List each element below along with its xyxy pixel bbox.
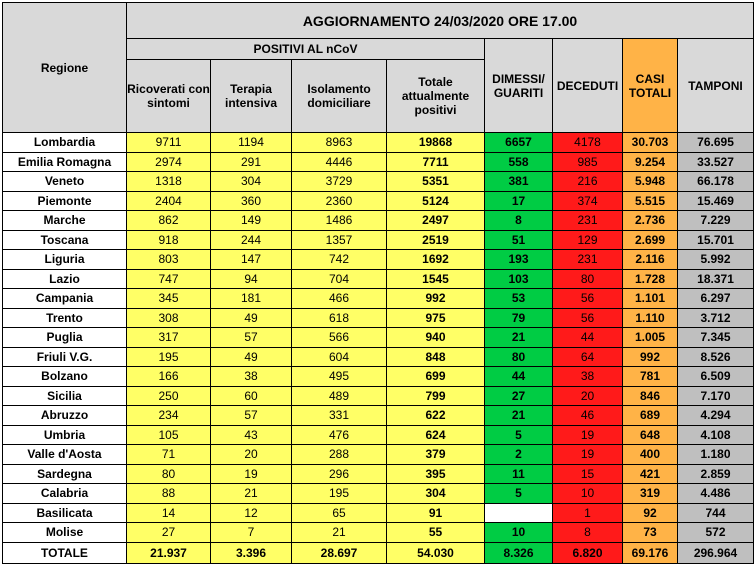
totale-positivi-cell: 992 bbox=[387, 289, 485, 309]
dimessi-cell: 21 bbox=[485, 406, 553, 426]
terapia-cell: 149 bbox=[211, 211, 292, 231]
table-row bbox=[3, 503, 754, 523]
isolamento-cell: 466 bbox=[292, 289, 387, 309]
totale-positivi-cell: 622 bbox=[387, 406, 485, 426]
tamponi-cell: 7.345 bbox=[678, 328, 754, 348]
tamponi-cell: 7.170 bbox=[678, 386, 754, 406]
header-tamponi: TAMPONI bbox=[678, 39, 754, 133]
terapia-cell: 19 bbox=[211, 464, 292, 484]
ricoverati-cell: 71 bbox=[127, 445, 211, 465]
dimessi-cell: 53 bbox=[485, 289, 553, 309]
totale-positivi-cell: 799 bbox=[387, 386, 485, 406]
isolamento-cell: 195 bbox=[292, 484, 387, 504]
deceduti-cell: 19 bbox=[553, 425, 623, 445]
tamponi-cell: 66.178 bbox=[678, 172, 754, 192]
header-ricoverati: Ricoverati con sintomi bbox=[127, 60, 211, 133]
total-terapia-cell: 3.396 bbox=[211, 542, 292, 563]
ricoverati-cell: 1318 bbox=[127, 172, 211, 192]
table-row bbox=[3, 172, 754, 192]
deceduti-cell: 20 bbox=[553, 386, 623, 406]
terapia-cell: 94 bbox=[211, 269, 292, 289]
header-totale-positivi: Totale attualmente positivi bbox=[387, 60, 485, 133]
terapia-cell: 147 bbox=[211, 250, 292, 270]
region-name: Lombardia bbox=[3, 133, 127, 153]
total-isolamento-cell: 28.697 bbox=[292, 542, 387, 563]
dimessi-cell: 79 bbox=[485, 308, 553, 328]
tamponi-cell: 4.486 bbox=[678, 484, 754, 504]
table-row bbox=[3, 230, 754, 250]
terapia-cell: 57 bbox=[211, 406, 292, 426]
region-name: Sardegna bbox=[3, 464, 127, 484]
totale-positivi-cell: 395 bbox=[387, 464, 485, 484]
table-row bbox=[3, 269, 754, 289]
isolamento-cell: 742 bbox=[292, 250, 387, 270]
header-regione: Regione bbox=[3, 3, 127, 133]
region-name: Friuli V.G. bbox=[3, 347, 127, 367]
table-row bbox=[3, 152, 754, 172]
ricoverati-cell: 88 bbox=[127, 484, 211, 504]
deceduti-cell: 231 bbox=[553, 250, 623, 270]
tamponi-cell: 3.712 bbox=[678, 308, 754, 328]
deceduti-cell: 8 bbox=[553, 523, 623, 543]
tamponi-cell: 6.509 bbox=[678, 367, 754, 387]
terapia-cell: 49 bbox=[211, 308, 292, 328]
casi-totali-cell: 781 bbox=[623, 367, 678, 387]
total-row bbox=[3, 542, 754, 563]
dimessi-cell: 21 bbox=[485, 328, 553, 348]
total-dimessi-cell: 8.326 bbox=[485, 542, 553, 563]
isolamento-cell: 566 bbox=[292, 328, 387, 348]
isolamento-cell: 21 bbox=[292, 523, 387, 543]
tamponi-cell: 8.526 bbox=[678, 347, 754, 367]
table-row bbox=[3, 250, 754, 270]
isolamento-cell: 476 bbox=[292, 425, 387, 445]
casi-totali-cell: 2.699 bbox=[623, 230, 678, 250]
region-name: Marche bbox=[3, 211, 127, 231]
deceduti-cell: 15 bbox=[553, 464, 623, 484]
table-row bbox=[3, 328, 754, 348]
ricoverati-cell: 250 bbox=[127, 386, 211, 406]
deceduti-cell: 80 bbox=[553, 269, 623, 289]
table-row bbox=[3, 133, 754, 153]
totale-positivi-cell: 1692 bbox=[387, 250, 485, 270]
totale-positivi-cell: 304 bbox=[387, 484, 485, 504]
terapia-cell: 291 bbox=[211, 152, 292, 172]
totale-positivi-cell: 940 bbox=[387, 328, 485, 348]
casi-totali-cell: 5.948 bbox=[623, 172, 678, 192]
isolamento-cell: 704 bbox=[292, 269, 387, 289]
dimessi-cell: 80 bbox=[485, 347, 553, 367]
region-name: Emilia Romagna bbox=[3, 152, 127, 172]
isolamento-cell: 331 bbox=[292, 406, 387, 426]
casi-totali-cell: 2.116 bbox=[623, 250, 678, 270]
ricoverati-cell: 2974 bbox=[127, 152, 211, 172]
region-name: Lazio bbox=[3, 269, 127, 289]
deceduti-cell: 19 bbox=[553, 445, 623, 465]
total-label: TOTALE bbox=[3, 542, 127, 563]
total-tamponi-cell: 296.964 bbox=[678, 542, 754, 563]
tamponi-cell: 4.108 bbox=[678, 425, 754, 445]
casi-totali-cell: 992 bbox=[623, 347, 678, 367]
table-row bbox=[3, 464, 754, 484]
table-row bbox=[3, 425, 754, 445]
totale-positivi-cell: 379 bbox=[387, 445, 485, 465]
table-row bbox=[3, 445, 754, 465]
totale-positivi-cell: 699 bbox=[387, 367, 485, 387]
terapia-cell: 38 bbox=[211, 367, 292, 387]
casi-totali-cell: 92 bbox=[623, 503, 678, 523]
region-name: Puglia bbox=[3, 328, 127, 348]
table-row bbox=[3, 191, 754, 211]
ricoverati-cell: 2404 bbox=[127, 191, 211, 211]
terapia-cell: 1194 bbox=[211, 133, 292, 153]
table-row bbox=[3, 367, 754, 387]
deceduti-cell: 56 bbox=[553, 308, 623, 328]
isolamento-cell: 2360 bbox=[292, 191, 387, 211]
totale-positivi-cell: 91 bbox=[387, 503, 485, 523]
ricoverati-cell: 27 bbox=[127, 523, 211, 543]
ricoverati-cell: 862 bbox=[127, 211, 211, 231]
casi-totali-cell: 73 bbox=[623, 523, 678, 543]
casi-totali-cell: 1.101 bbox=[623, 289, 678, 309]
isolamento-cell: 489 bbox=[292, 386, 387, 406]
totale-positivi-cell: 848 bbox=[387, 347, 485, 367]
isolamento-cell: 296 bbox=[292, 464, 387, 484]
total-deceduti-cell: 6.820 bbox=[553, 542, 623, 563]
tamponi-cell: 5.992 bbox=[678, 250, 754, 270]
total-casi-totali-cell: 69.176 bbox=[623, 542, 678, 563]
terapia-cell: 7 bbox=[211, 523, 292, 543]
tamponi-cell: 1.180 bbox=[678, 445, 754, 465]
table-title: AGGIORNAMENTO 24/03/2020 ORE 17.00 bbox=[127, 3, 754, 39]
deceduti-cell: 56 bbox=[553, 289, 623, 309]
deceduti-cell: 10 bbox=[553, 484, 623, 504]
table-row bbox=[3, 289, 754, 309]
deceduti-cell: 216 bbox=[553, 172, 623, 192]
deceduti-cell: 231 bbox=[553, 211, 623, 231]
table-body bbox=[3, 133, 754, 564]
dimessi-cell bbox=[485, 503, 553, 523]
terapia-cell: 181 bbox=[211, 289, 292, 309]
terapia-cell: 12 bbox=[211, 503, 292, 523]
totale-positivi-cell: 7711 bbox=[387, 152, 485, 172]
deceduti-cell: 1 bbox=[553, 503, 623, 523]
terapia-cell: 244 bbox=[211, 230, 292, 250]
deceduti-cell: 64 bbox=[553, 347, 623, 367]
tamponi-cell: 6.297 bbox=[678, 289, 754, 309]
deceduti-cell: 44 bbox=[553, 328, 623, 348]
ricoverati-cell: 234 bbox=[127, 406, 211, 426]
tamponi-cell: 4.294 bbox=[678, 406, 754, 426]
casi-totali-cell: 2.736 bbox=[623, 211, 678, 231]
total-ricoverati-cell: 21.937 bbox=[127, 542, 211, 563]
dimessi-cell: 193 bbox=[485, 250, 553, 270]
isolamento-cell: 8963 bbox=[292, 133, 387, 153]
casi-totali-cell: 30.703 bbox=[623, 133, 678, 153]
covid-regional-table bbox=[2, 2, 754, 564]
tamponi-cell: 2.859 bbox=[678, 464, 754, 484]
ricoverati-cell: 308 bbox=[127, 308, 211, 328]
casi-totali-cell: 689 bbox=[623, 406, 678, 426]
total-totale-positivi-cell: 54.030 bbox=[387, 542, 485, 563]
casi-totali-cell: 9.254 bbox=[623, 152, 678, 172]
dimessi-cell: 11 bbox=[485, 464, 553, 484]
dimessi-cell: 51 bbox=[485, 230, 553, 250]
tamponi-cell: 18.371 bbox=[678, 269, 754, 289]
totale-positivi-cell: 975 bbox=[387, 308, 485, 328]
isolamento-cell: 65 bbox=[292, 503, 387, 523]
region-name: Valle d'Aosta bbox=[3, 445, 127, 465]
isolamento-cell: 495 bbox=[292, 367, 387, 387]
region-name: Molise bbox=[3, 523, 127, 543]
totale-positivi-cell: 2497 bbox=[387, 211, 485, 231]
region-name: Trento bbox=[3, 308, 127, 328]
totale-positivi-cell: 624 bbox=[387, 425, 485, 445]
terapia-cell: 49 bbox=[211, 347, 292, 367]
totale-positivi-cell: 19868 bbox=[387, 133, 485, 153]
ricoverati-cell: 345 bbox=[127, 289, 211, 309]
ricoverati-cell: 747 bbox=[127, 269, 211, 289]
deceduti-cell: 374 bbox=[553, 191, 623, 211]
casi-totali-cell: 648 bbox=[623, 425, 678, 445]
header-dimessi: DIMESSI/ GUARITI bbox=[485, 39, 553, 133]
ricoverati-cell: 195 bbox=[127, 347, 211, 367]
totale-positivi-cell: 2519 bbox=[387, 230, 485, 250]
region-name: Veneto bbox=[3, 172, 127, 192]
terapia-cell: 304 bbox=[211, 172, 292, 192]
dimessi-cell: 10 bbox=[485, 523, 553, 543]
deceduti-cell: 985 bbox=[553, 152, 623, 172]
region-name: Basilicata bbox=[3, 503, 127, 523]
casi-totali-cell: 1.728 bbox=[623, 269, 678, 289]
isolamento-cell: 3729 bbox=[292, 172, 387, 192]
terapia-cell: 43 bbox=[211, 425, 292, 445]
casi-totali-cell: 1.110 bbox=[623, 308, 678, 328]
tamponi-cell: 744 bbox=[678, 503, 754, 523]
terapia-cell: 20 bbox=[211, 445, 292, 465]
casi-totali-cell: 319 bbox=[623, 484, 678, 504]
ricoverati-cell: 14 bbox=[127, 503, 211, 523]
ricoverati-cell: 803 bbox=[127, 250, 211, 270]
casi-totali-cell: 421 bbox=[623, 464, 678, 484]
isolamento-cell: 1486 bbox=[292, 211, 387, 231]
dimessi-cell: 103 bbox=[485, 269, 553, 289]
tamponi-cell: 15.469 bbox=[678, 191, 754, 211]
header-terapia: Terapia intensiva bbox=[211, 60, 292, 133]
table-row bbox=[3, 347, 754, 367]
totale-positivi-cell: 55 bbox=[387, 523, 485, 543]
header-positivi: POSITIVI AL nCoV bbox=[127, 39, 485, 60]
totale-positivi-cell: 1545 bbox=[387, 269, 485, 289]
casi-totali-cell: 400 bbox=[623, 445, 678, 465]
table-header bbox=[3, 3, 754, 133]
ricoverati-cell: 918 bbox=[127, 230, 211, 250]
deceduti-cell: 129 bbox=[553, 230, 623, 250]
terapia-cell: 57 bbox=[211, 328, 292, 348]
deceduti-cell: 38 bbox=[553, 367, 623, 387]
casi-totali-cell: 5.515 bbox=[623, 191, 678, 211]
dimessi-cell: 17 bbox=[485, 191, 553, 211]
ricoverati-cell: 166 bbox=[127, 367, 211, 387]
dimessi-cell: 44 bbox=[485, 367, 553, 387]
deceduti-cell: 46 bbox=[553, 406, 623, 426]
isolamento-cell: 604 bbox=[292, 347, 387, 367]
ricoverati-cell: 105 bbox=[127, 425, 211, 445]
terapia-cell: 360 bbox=[211, 191, 292, 211]
isolamento-cell: 618 bbox=[292, 308, 387, 328]
ricoverati-cell: 9711 bbox=[127, 133, 211, 153]
table-row bbox=[3, 406, 754, 426]
tamponi-cell: 7.229 bbox=[678, 211, 754, 231]
table-row bbox=[3, 484, 754, 504]
dimessi-cell: 5 bbox=[485, 484, 553, 504]
dimessi-cell: 2 bbox=[485, 445, 553, 465]
dimessi-cell: 381 bbox=[485, 172, 553, 192]
header-isolamento: Isolamento domiciliare bbox=[292, 60, 387, 133]
header-casi-totali: CASI TOTALI bbox=[623, 39, 678, 133]
dimessi-cell: 5 bbox=[485, 425, 553, 445]
totale-positivi-cell: 5351 bbox=[387, 172, 485, 192]
table-row bbox=[3, 386, 754, 406]
terapia-cell: 60 bbox=[211, 386, 292, 406]
tamponi-cell: 33.527 bbox=[678, 152, 754, 172]
table-row bbox=[3, 211, 754, 231]
dimessi-cell: 558 bbox=[485, 152, 553, 172]
region-name: Bolzano bbox=[3, 367, 127, 387]
region-name: Campania bbox=[3, 289, 127, 309]
tamponi-cell: 15.701 bbox=[678, 230, 754, 250]
region-name: Liguria bbox=[3, 250, 127, 270]
region-name: Toscana bbox=[3, 230, 127, 250]
ricoverati-cell: 80 bbox=[127, 464, 211, 484]
region-name: Sicilia bbox=[3, 386, 127, 406]
deceduti-cell: 4178 bbox=[553, 133, 623, 153]
region-name: Abruzzo bbox=[3, 406, 127, 426]
dimessi-cell: 27 bbox=[485, 386, 553, 406]
ricoverati-cell: 317 bbox=[127, 328, 211, 348]
region-name: Calabria bbox=[3, 484, 127, 504]
totale-positivi-cell: 5124 bbox=[387, 191, 485, 211]
dimessi-cell: 6657 bbox=[485, 133, 553, 153]
isolamento-cell: 288 bbox=[292, 445, 387, 465]
terapia-cell: 21 bbox=[211, 484, 292, 504]
tamponi-cell: 76.695 bbox=[678, 133, 754, 153]
header-deceduti: DECEDUTI bbox=[553, 39, 623, 133]
isolamento-cell: 4446 bbox=[292, 152, 387, 172]
tamponi-cell: 572 bbox=[678, 523, 754, 543]
region-name: Umbria bbox=[3, 425, 127, 445]
table-row bbox=[3, 523, 754, 543]
dimessi-cell: 8 bbox=[485, 211, 553, 231]
isolamento-cell: 1357 bbox=[292, 230, 387, 250]
casi-totali-cell: 846 bbox=[623, 386, 678, 406]
table-row bbox=[3, 308, 754, 328]
region-name: Piemonte bbox=[3, 191, 127, 211]
casi-totali-cell: 1.005 bbox=[623, 328, 678, 348]
